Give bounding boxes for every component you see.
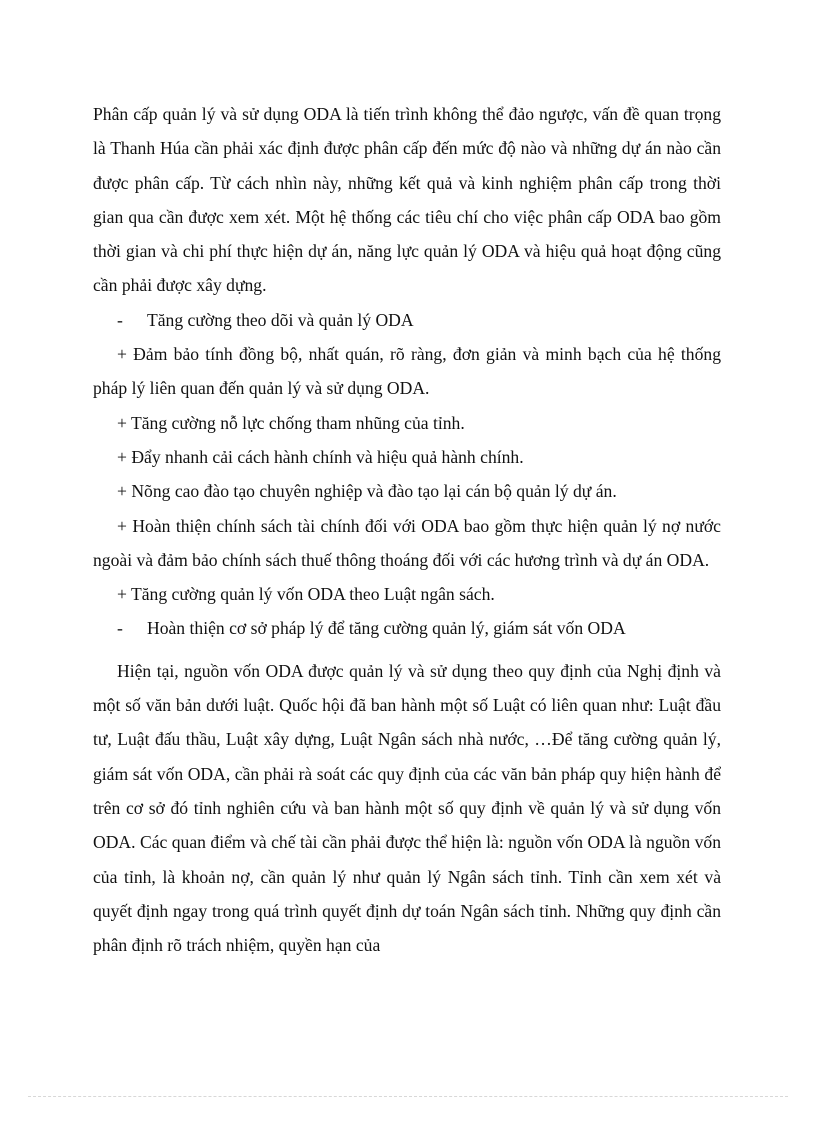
bullet-item-co-so-phap-ly <box>93 611 721 645</box>
bullet-marker: - <box>117 309 123 330</box>
page-bottom-divider <box>28 1096 788 1097</box>
plus-item: + Hoàn thiện chính sách tài chính đối với ODA bao gồm thực hiện quản lý nợ nước ngoài và đảm bảo chính sách thuế thông thoáng đối với các hương trình và dự án ODA. <box>93 515 721 570</box>
bullet-text: Tăng cường theo dõi và quản lý ODA <box>147 309 414 330</box>
bullet-marker: - <box>117 618 123 639</box>
bullet-text: Hoàn thiện cơ sở pháp lý để tăng cường quản lý, giám sát vốn ODA <box>147 618 626 639</box>
paragraph-ph-cap-oda: Phân cấp quản lý và sử dụng ODA là tiến trình không thể đảo ngược, vấn đề quan trọng là Thanh Húa cần phải xác định được phân cấp đến mức độ nào và những dự án nào cần được phân cấp. Từ cách nhìn này, những kết quả và kinh nghiệm phân cấp trong thời gian qua cần được xem xét. Một hệ thống các tiêu chí cho việc phân cấp ODA bao gồm thời gian và chi phí thực hiện dự án, năng lực quản lý ODA và hiệu quả hoạt động cũng cần phải được xây dựng. <box>93 104 721 296</box>
plus-item: + Tăng cường nỗ lực chống tham nhũng của tỉnh. <box>117 412 465 433</box>
plus-item: + Đảm bảo tính đồng bộ, nhất quán, rõ ràng, đơn giản và minh bạch của hệ thống pháp lý liên quan đến quản lý và sử dụng ODA. <box>93 344 721 399</box>
plus-item: + Tăng cường quản lý vốn ODA theo Luật ngân sách. <box>117 584 495 605</box>
document-body <box>93 97 721 962</box>
plus-item: + Nõng cao đào tạo chuyên nghiệp và đào tạo lại cán bộ quản lý dự án. <box>117 481 617 502</box>
plus-item: + Đẩy nhanh cải cách hành chính và hiệu quả hành chính. <box>117 446 524 467</box>
bullet-item-theo-doi <box>93 303 721 337</box>
paragraph-hien-tai: Hiện tại, nguồn vốn ODA được quản lý và sử dụng theo quy định của Nghị định và một số văn bản dưới luật. Quốc hội đã ban hành một số Luật có liên quan như: Luật đầu tư, Luật đấu thầu, Luật xây dựng, Luật Ngân sách nhà nước, …Để tăng cường quản lý, giám sát vốn ODA, cần phải rà soát các quy định của các văn bản pháp quy hiện hành để trên cơ sở đó tỉnh nghiên cứu và ban hành một số quy định về quản lý và sử dụng vốn ODA. Các quan điểm và chế tài cần phải được thể hiện là: nguồn vốn ODA là nguồn vốn của tỉnh, là khoản nợ, cần quản lý như quản lý Ngân sách tỉnh. Tỉnh cần xem xét và quyết định ngay trong quá trình quyết định dự toán Ngân sách tỉnh. Những quy định cần phân định rõ trách nhiệm, quyền hạn của <box>93 660 721 956</box>
